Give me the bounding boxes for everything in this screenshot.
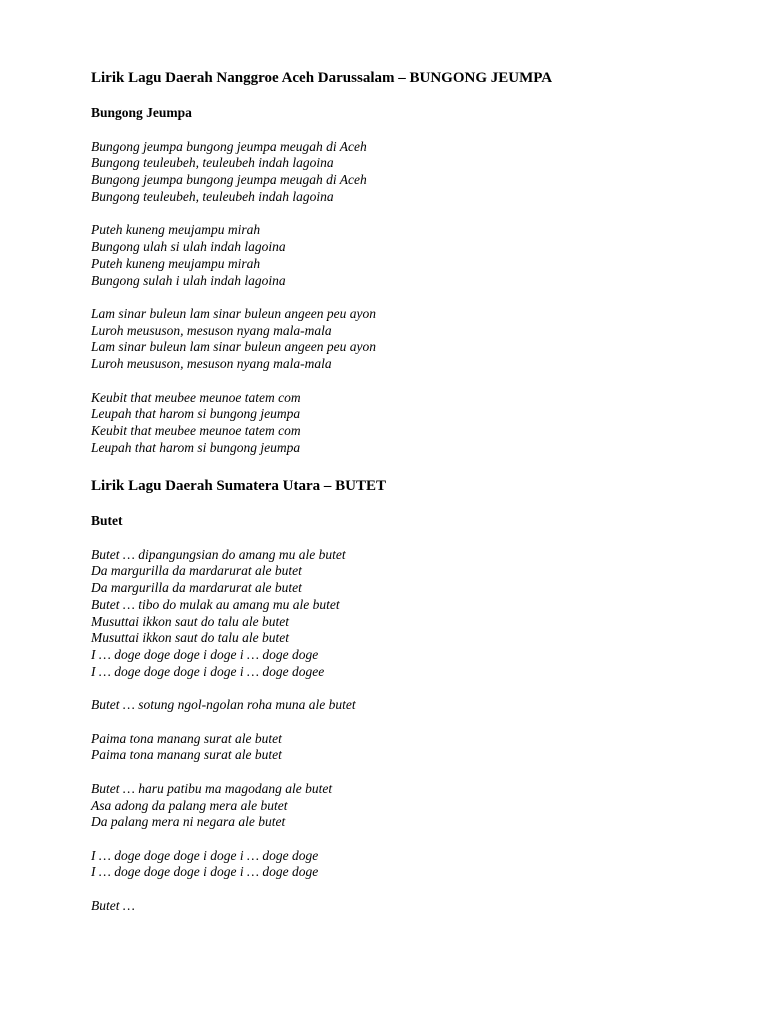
lyric-line: Bungong jeumpa bungong jeumpa meugah di Aceh (91, 172, 367, 188)
song-subtitle: Butet (91, 513, 123, 528)
lyric-line: Leupah that harom si bungong jeumpa (91, 439, 301, 455)
lyric-line: Musuttai ikkon saut do talu ale butet (91, 630, 289, 646)
lyric-line: Asa adong da palang mera ale butet (91, 797, 288, 813)
lyric-line: Luroh meususon, mesuson nyang mala-mala (91, 322, 332, 338)
verse (91, 547, 731, 681)
lyric-line: Bungong ulah si ulah indah lagoina (91, 238, 286, 254)
lyric-line: Luroh meususon, mesuson nyang mala-mala (91, 356, 332, 372)
lyric-line: Da palang mera ni negara ale butet (91, 814, 286, 830)
lyric-line: Da margurilla da mardarurat ale butet (91, 580, 302, 596)
verse (91, 697, 731, 714)
lyric-line: Bungong teuleubeh, teuleubeh indah lagoina (91, 155, 334, 171)
song-heading: Lirik Lagu Daerah Nanggroe Aceh Darussalam – BUNGONG JEUMPA (91, 70, 553, 86)
verse (91, 222, 731, 289)
lyric-line: I … doge doge doge i doge i … doge doge (91, 647, 319, 663)
lyric-line: I … doge doge doge i doge i … doge doge (91, 847, 319, 863)
song-butet (91, 476, 731, 915)
lyric-line: Paima tona manang surat ale butet (91, 730, 282, 746)
lyric-line: Butet … dipangungsian do amang mu ale butet (91, 546, 346, 562)
lyric-line: Butet … haru patibu ma magodang ale butet (91, 780, 333, 796)
lyric-line: Bungong teuleubeh, teuleubeh indah lagoina (91, 188, 334, 204)
song-heading: Lirik Lagu Daerah Sumatera Utara – BUTET (91, 478, 387, 494)
lyric-line: Da margurilla da mardarurat ale butet (91, 563, 302, 579)
verse (91, 848, 731, 882)
lyric-line: Butet … (91, 897, 135, 913)
lyric-line: Puteh kuneng meujampu mirah (91, 255, 261, 271)
song-subtitle: Bungong Jeumpa (91, 105, 192, 120)
lyric-line: Bungong jeumpa bungong jeumpa meugah di Aceh (91, 138, 367, 154)
lyric-line: Puteh kuneng meujampu mirah (91, 222, 261, 238)
lyric-line: Leupah that harom si bungong jeumpa (91, 406, 301, 422)
lyric-line: Butet … tibo do mulak au amang mu ale butet (91, 596, 340, 612)
lyric-line: Keubit that meubee meunoe tatem com (91, 423, 301, 439)
lyric-line: Keubit that meubee meunoe tatem com (91, 389, 301, 405)
verse (91, 390, 731, 457)
song-bungong-jeumpa (91, 68, 731, 457)
lyric-line: Bungong sulah i ulah indah lagoina (91, 272, 286, 288)
verse (91, 898, 731, 915)
lyric-line: Butet … sotung ngol-ngolan roha muna ale butet (91, 697, 356, 713)
lyric-line: Musuttai ikkon saut do talu ale butet (91, 613, 289, 629)
lyric-line: Lam sinar buleun lam sinar buleun angeen peu ayon (91, 305, 376, 321)
lyric-line: Lam sinar buleun lam sinar buleun angeen peu ayon (91, 339, 376, 355)
lyric-line: I … doge doge doge i doge i … doge dogee (91, 664, 325, 680)
lyric-line: Paima tona manang surat ale butet (91, 747, 282, 763)
verse (91, 139, 731, 206)
verse (91, 306, 731, 373)
lyric-line: I … doge doge doge i doge i … doge doge (91, 864, 319, 880)
verse (91, 781, 731, 831)
verse (91, 731, 731, 765)
